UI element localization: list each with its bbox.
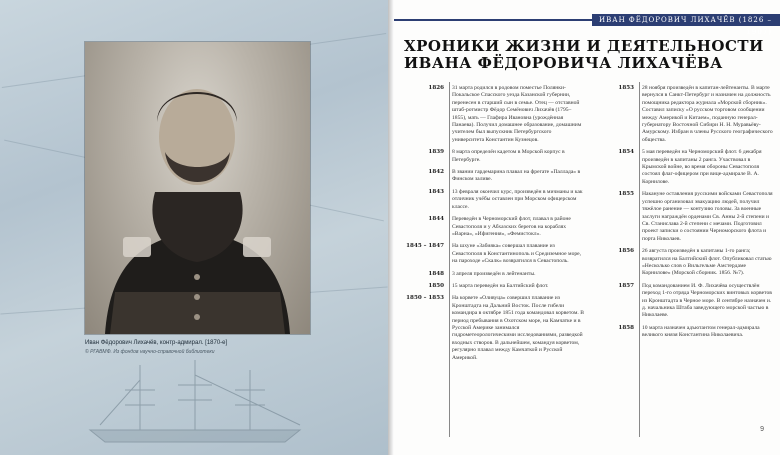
entry-year: 1856 [618, 248, 634, 255]
entry-text: Под командованием И. Ф. Лихачёва осуществлён переход 1-го отряда Черноморских винтовых корветов из Кронштадта в Черное море. В сентябре назначен и. д. начальника Штаба заведующего морской частью в Николаеве. [642, 282, 772, 319]
entry-year: 1826 [428, 85, 444, 91]
entry-year: 1842 [428, 169, 444, 176]
entry-text: 13 февраля окончил курс, произведён в мичманы и как отличник учёбы оставлен при Морском офицерском классе. [452, 188, 583, 210]
chronology-entry [404, 295, 584, 362]
chronology-column-b [594, 85, 774, 345]
entry-year: 1853 [618, 85, 634, 91]
page-title [404, 38, 764, 72]
entry-year: 1845 – 1847 [406, 243, 444, 250]
entry-text: 5 мая переведён на Черноморский флот. 6 декабря произведён в капитаны 2 ранга. Участвовал в Крымской войне, во время обороны Севастополя состоял флаг-офицером при вице-адмирале В. А. Корнилове. [642, 149, 762, 185]
entry-text: 3 апреля произведён в лейтенанты. [452, 270, 536, 277]
entry-text: 31 марта родился в родовом поместье Полянки-Покальское Спасского уезда Казанской губернии, перенесен в старший сын в семье. Отец — отставной штаб-ротмистр Фёдор Семёнович Лихачёв (1795–1855), мать — Глафира Ивановна (урождённая Панаева). Получил домашнее образование, домашним учителем был выпускник Петербургского университета Константин Кузнецов. [452, 85, 582, 143]
entry-year: 1857 [618, 282, 634, 289]
entry-text: 26 августа произведён в капитаны 1-го ранга; возвратился на Балтийский флот. Опубликовал статью «Несколько слов о Вильгельме Амстердаме Корнилове» (Морской сборник. 1856. №7). [642, 248, 772, 277]
portrait-figure [85, 42, 310, 334]
chronology-entry [404, 169, 584, 184]
running-header: ИВАН ФЁДОРОВИЧ ЛИХАЧЁВ (1826 – 1907) [592, 14, 780, 26]
caption-credit: © РГАВМФ. Из фондов научно-справочной библиотеки [85, 349, 215, 355]
chronology-entry [404, 283, 584, 290]
chronology-entry [404, 243, 584, 265]
entry-year: 1855 [618, 191, 634, 198]
entry-year: 1850 – 1853 [406, 295, 444, 302]
portrait-photo [85, 42, 310, 334]
entry-text: На шхуне «Забияка» совершал плавание из Севастополя в Константинополь и Средиземное море, на пароходе «Скалк» возвратился в Севастополь. [452, 243, 582, 265]
caption-text: Иван Фёдорович Лихачёв, контр-адмирал. [1870-е] [85, 340, 228, 346]
entry-year: 1839 [428, 149, 444, 156]
title-line-2: ИВАНА ФЁДОРОВИЧА ЛИХАЧЁВА [404, 54, 723, 72]
chronology-entry [404, 189, 584, 211]
chronology-entry [594, 149, 774, 186]
entry-year: 1844 [428, 216, 444, 223]
entry-text: Переведён в Черноморский флот, плавал в районе Севастополя и у Абхазских берегов на кораблях «Варна», «Ифигения», «Фемистокл». [452, 216, 571, 237]
entry-text: В звании гардемарина плавал на фрегате «Паллада» в Финском заливе. [452, 169, 581, 183]
entry-year: 1854 [618, 149, 634, 156]
chronology-entry [594, 85, 774, 144]
right-page [394, 0, 780, 455]
chronology-entry [404, 85, 584, 144]
chronology-entry [404, 216, 584, 238]
photo-caption [85, 340, 315, 355]
entry-text: 8 марта определён кадетом в Морской корпус в Петербурге. [452, 149, 565, 163]
sailing-ship-illustration [70, 360, 330, 450]
chronology-entry [594, 191, 774, 243]
title-line-1: ХРОНИКИ ЖИЗНИ И ДЕЯТЕЛЬНОСТИ [404, 37, 764, 55]
entry-text: 28 ноября произведён в капитан-лейтенанты. В марте вернулся в Санкт-Петербург и назначен на должность помощника редактора журнала «Морской сборник». Составил записку «О русском торговом сообщении между Америкой и Китаем», поданную генерал-губернатору Восточной Сибири Н. Н. Муравьёву-Амурскому. Избран в члены Русского географического общества. [642, 85, 773, 143]
chronology-entry [594, 248, 774, 278]
chronology-entry [404, 271, 584, 278]
entry-year: 1843 [428, 188, 444, 195]
chronology-entry [594, 325, 774, 340]
entry-text: На корвете «Оливуца» совершил плавание из Кронштадта на Дальний Восток. После гибели командира в октябре 1851 года командовал корветом. В период пребывания в Охотском море, на Камчатке и в Русской Америке занимался гидрометеорологическими исследованиями, разведкой входных створов. В дальнейшем, командуя корветом, регулярно плавал между Камчаткой и Русской Америкой. [452, 295, 584, 361]
left-page [0, 0, 388, 455]
entry-text: 10 марта назначен адъютантом генерал-адмирала великого князя Константина Николаевича. [642, 324, 760, 339]
entry-year: 1850 [428, 282, 444, 289]
chronology-entry [594, 283, 774, 320]
chronology-entry [404, 149, 584, 164]
entry-year: 1858 [618, 324, 634, 331]
entry-year: 1848 [428, 270, 444, 277]
entry-text: 15 марта переведён на Балтийский флот. [452, 282, 549, 289]
chronology-column-a [404, 85, 584, 367]
page-number: 9 [760, 426, 764, 433]
entry-text: Накануне оставления русскими войсками Севастополя успешно организовал эвакуацию людей, получил тяжёлое ранение — контузию головы. За военные заслуги награждён орденами Св. Анны 2-й степени и Св. Станислава 2-й степени с мечами. Подготовил проект записки о состоянии Черноморского флота и порта Николаев. [642, 191, 773, 242]
header-rule [394, 19, 592, 21]
